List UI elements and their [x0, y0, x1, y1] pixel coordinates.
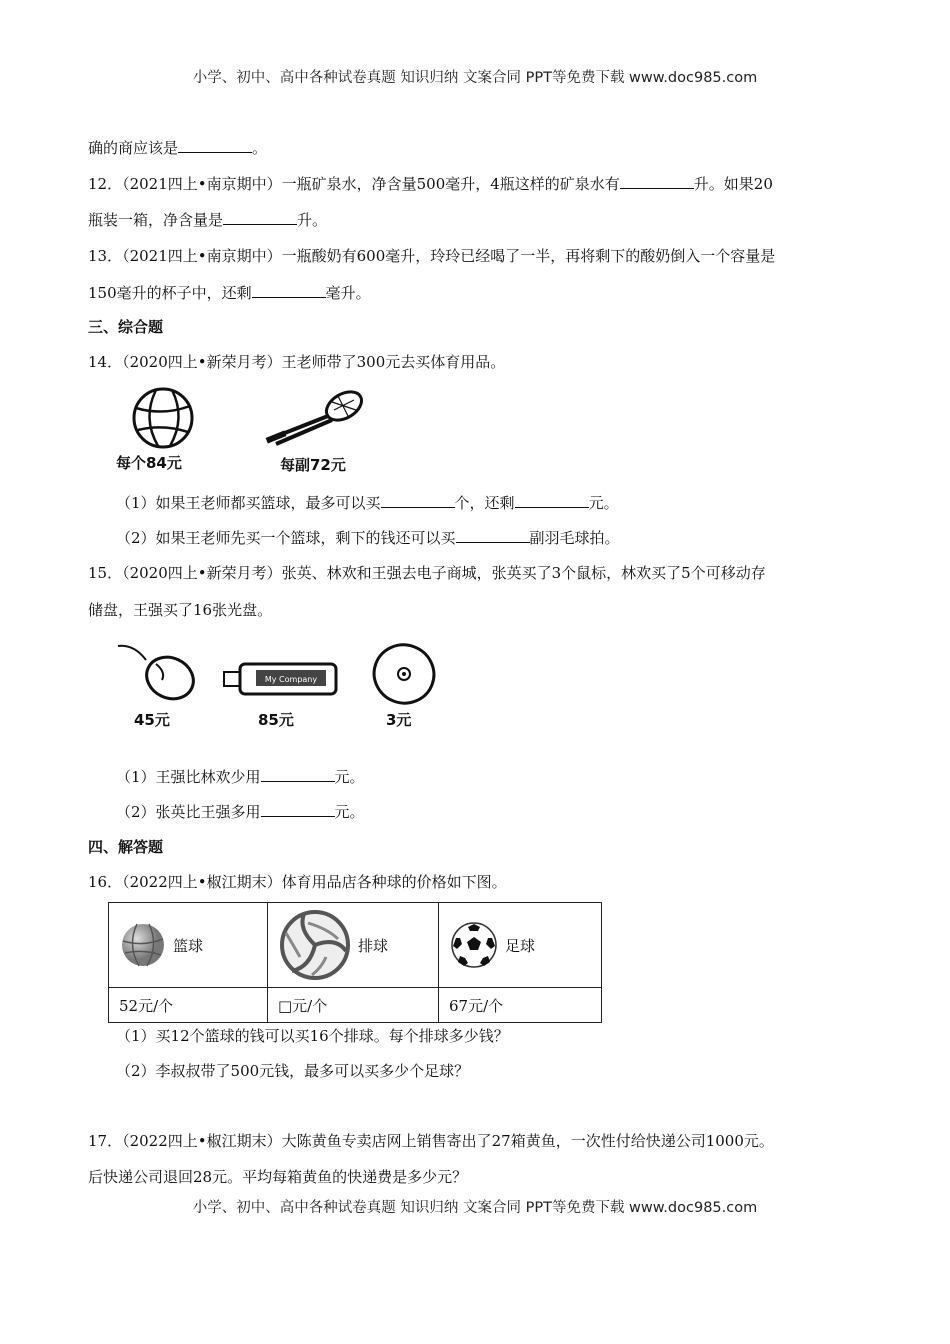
volleyball-label: 排球	[358, 936, 389, 955]
q17-line1: 17．（2022四上•椒江期末）大陈黄鱼专卖店网上销售寄出了27箱黄鱼，一次性付给快递公司1000元。	[88, 1132, 774, 1150]
usb-drive-icon	[222, 656, 340, 700]
usb-price: 85元	[258, 711, 294, 729]
answer-blank[interactable]	[261, 802, 335, 817]
q13-line2: 150毫升的杯子中，还剩 毫升。	[88, 284, 371, 302]
q15-line1: 15．（2020四上•新荣月考）张英、林欢和王强去电子商城，张英买了3个鼠标，林欢买了5个可移动存	[88, 564, 766, 582]
mouse-price: 45元	[134, 711, 170, 729]
answer-blank[interactable]	[515, 493, 589, 508]
football-cell	[439, 903, 602, 988]
basketball-price: 每个84元	[116, 454, 182, 472]
volleyball-price-cell: □元/个	[268, 988, 439, 1023]
basketball-price-cell: 52元/个	[109, 988, 268, 1023]
q12-line2: 瓶装一箱，净含量是 升。	[88, 211, 328, 229]
basketball-label: 篮球	[173, 936, 204, 955]
q13-line1: 13．（2021四上•南京期中）一瓶酸奶有600毫升，玲玲已经喝了一半，再将剩下的酸奶倒入一个容量是	[88, 247, 776, 265]
basketball-cell	[109, 903, 268, 988]
cd-price: 3元	[386, 711, 412, 729]
racket-price: 每副72元	[280, 456, 346, 474]
answer-blank[interactable]	[381, 493, 455, 508]
q15-sub1: （1）王强比林欢少用 元。	[116, 768, 365, 786]
q14-stem: 14．（2020四上•新荣月考）王老师带了300元去买体育用品。	[88, 353, 506, 371]
page-footer: 小学、初中、高中各种试卷真题 知识归纳 文案合同 PPT等免费下载 www.doc985.com	[192, 1200, 758, 1216]
answer-blank[interactable]	[178, 138, 252, 153]
q15-sub2: （2）张英比王强多用 元。	[116, 803, 365, 821]
volleyball-icon	[278, 909, 352, 981]
answer-blank[interactable]	[456, 528, 530, 543]
football-icon	[449, 920, 499, 970]
basketball-icon	[128, 386, 198, 452]
football-label: 足球	[505, 936, 536, 955]
q14-sub1: （1）如果王老师都买篮球，最多可以买 个，还剩 元。	[116, 494, 619, 512]
q16-sub2: （2）李叔叔带了500元钱，最多可以买多少个足球？	[116, 1062, 470, 1080]
usb-brand-label: My Company	[264, 675, 318, 684]
cd-icon	[366, 640, 440, 706]
volleyball-cell	[268, 903, 439, 988]
q14-sub2: （2）如果王老师先买一个篮球，剩下的钱还可以买 副羽毛球拍。	[116, 529, 620, 547]
section-4-heading: 四、解答题	[88, 838, 164, 856]
page-header: 小学、初中、高中各种试卷真题 知识归纳 文案合同 PPT等免费下载 www.doc985.com	[192, 70, 758, 86]
mouse-icon	[114, 642, 198, 704]
answer-blank[interactable]	[252, 283, 326, 298]
football-price-cell: 67元/个	[439, 988, 602, 1023]
answer-blank[interactable]	[620, 174, 694, 189]
ball-price-table	[108, 902, 602, 1023]
answer-blank[interactable]	[223, 210, 297, 225]
q16-sub1: （1）买12个篮球的钱可以买16个排球。每个排球多少钱？	[116, 1027, 509, 1045]
section-3-heading: 三、综合题	[88, 318, 164, 336]
answer-blank[interactable]	[261, 767, 335, 782]
q11-tail: 确的商应该是 。	[88, 139, 268, 157]
q17-line2: 后快递公司退回28元。平均每箱黄鱼的快递费是多少元？	[88, 1168, 468, 1186]
basketball-icon	[119, 921, 167, 969]
badminton-racket-icon	[262, 388, 368, 446]
q16-stem: 16．（2022四上•椒江期末）体育用品店各种球的价格如下图。	[88, 873, 507, 891]
q15-line2: 储盘，王强买了16张光盘。	[88, 601, 273, 619]
q12-line1: 12．（2021四上•南京期中）一瓶矿泉水，净含量500毫升，4瓶这样的矿泉水有 升。如果20	[88, 175, 773, 193]
